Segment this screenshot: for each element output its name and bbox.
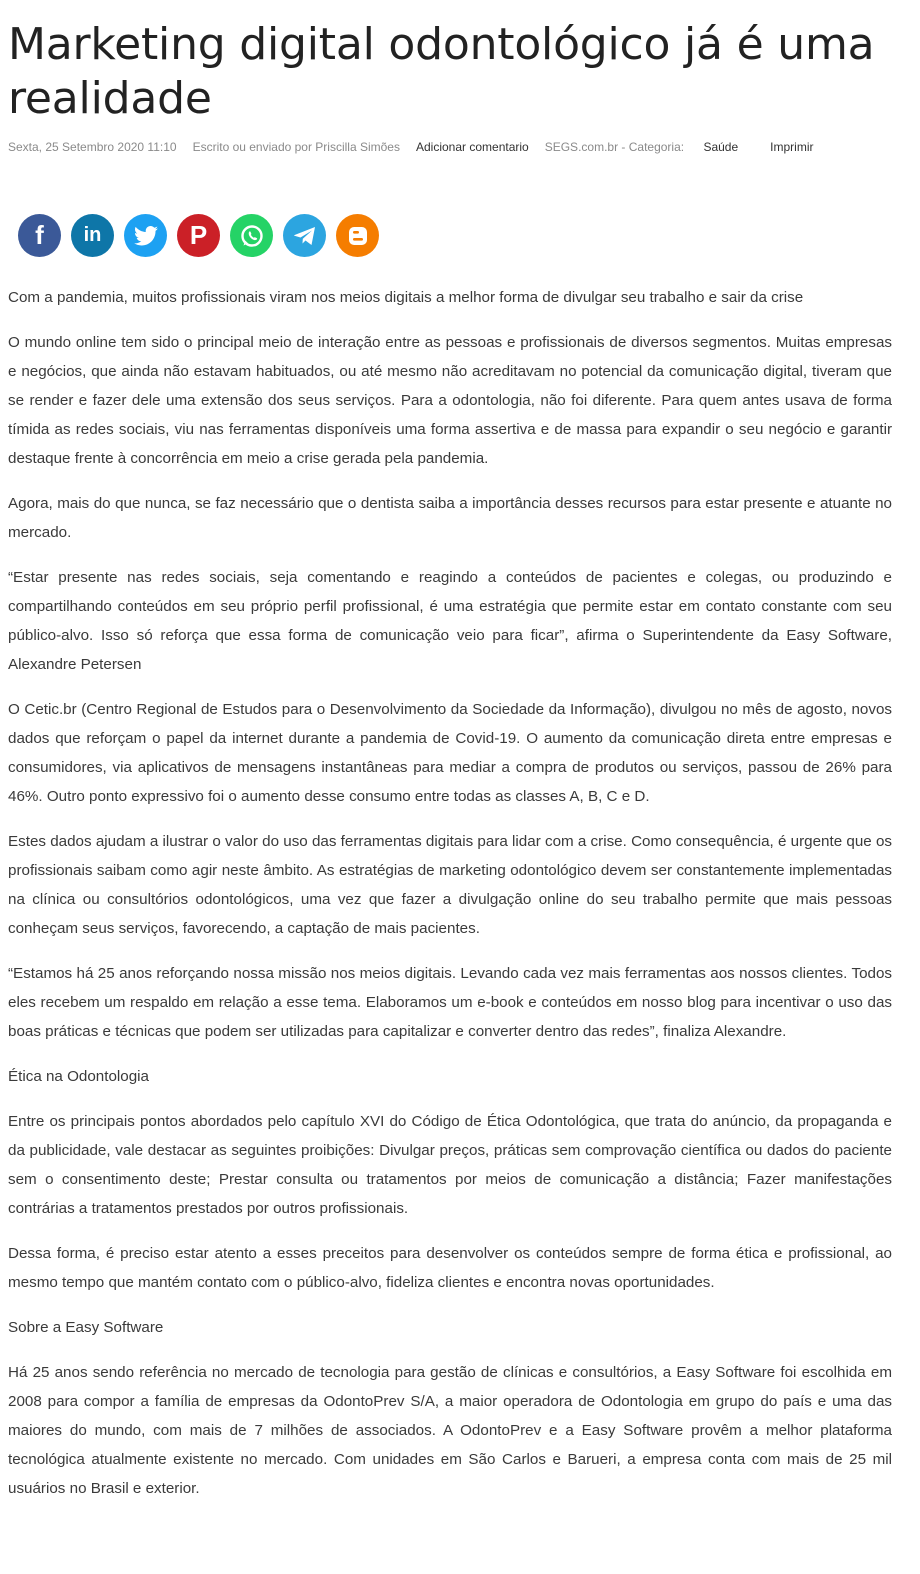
paragraph: Dessa forma, é preciso estar atento a esses preceitos para desenvolver os conteúdos sempre de forma ética e profissional, ao mesmo tempo que mantém contato com o público-alvo, fideliza clientes e encontra novas oportunidades. [8, 1245, 892, 1291]
category-line [545, 140, 754, 154]
add-comment-link[interactable]: Adicionar comentario [415, 140, 529, 154]
section-heading-sobre: Sobre a Easy Software [8, 1319, 164, 1336]
paragraph: Estes dados ajudam a ilustrar o valor do uso das ferramentas digitais para lidar com a crise. Como consequência, é urgente que os profissionais saibam como agir neste âmbito. As estratégias de marketing odontológico devem ser constantemente implementadas na clínica ou consultórios odontológicos, uma vez que fazer a divulgação online do seu trabalho permite que mais pessoas conheçam seus serviços, favorecendo, a captação de mais pacientes. [8, 833, 892, 937]
section-heading-etica: Ética na Odontologia [8, 1068, 150, 1085]
paragraph: Agora, mais do que nunca, se faz necessário que o dentista saiba a importância desses recursos para estar presente e atuante no mercado. [8, 495, 892, 541]
telegram-icon[interactable] [283, 214, 326, 257]
share-bar [18, 214, 892, 257]
article-body [8, 283, 892, 1503]
publish-date: Sexta, 25 Setembro 2020 11:10 [8, 140, 177, 154]
blogger-icon[interactable] [336, 214, 379, 257]
pinterest-icon[interactable]: P [177, 214, 220, 257]
author-line: Escrito ou enviado por Priscilla Simões [192, 140, 400, 154]
article-meta [8, 140, 892, 154]
paragraph: O Cetic.br (Centro Regional de Estudos para o Desenvolvimento da Sociedade da Informação), divulgou no mês de agosto, novos dados que reforçam o papel da internet durante a pandemia de Covid-19. O aumento da comunicação direta entre empresas e consumidores, via aplicativos de mensagens instantâneas para mediar a compra de produtos ou serviços, passou de 26% para 46%. Outro ponto expressivo foi o aumento desse consumo entre todas as classes A, B, C e D. [8, 701, 892, 805]
category-prefix: SEGS.com.br - Categoria: [544, 140, 685, 154]
linkedin-icon[interactable]: in [71, 214, 114, 257]
paragraph: Há 25 anos sendo referência no mercado de tecnologia para gestão de clínicas e consultórios, a Easy Software foi escolhida em 2008 para compor a família de empresas da OdontoPrev S/A, a maior operadora de Odontologia em grupo do país e uma das maiores do mundo, com mais de 7 milhões de associados. A OdontoPrev e a Easy Software provêm a melhor plataforma tecnológica atualmente existente no mercado. Com unidades em São Carlos e Barueri, a empresa conta com mais de 25 mil usuários no Brasil e exterior. [8, 1364, 892, 1497]
paragraph: O mundo online tem sido o principal meio de interação entre as pessoas e profissionais de diversos segmentos. Muitas empresas e negócios, que ainda não estavam habituados, ou até mesmo não acreditavam no potencial da comunicação digital, tiveram que se render e fazer dele uma extensão dos seus serviços. Para a odontologia, não foi diferente. Para quem antes usava de forma tímida as redes sociais, viu nas ferramentas disponíveis uma forma assertiva e de massa para expandir o seu negócio e garantir destaque frente à concorrência em meio a crise gerada pela pandemia. [8, 334, 892, 467]
category-link[interactable]: Saúde [703, 140, 739, 154]
paragraph: Com a pandemia, muitos profissionais viram nos meios digitais a melhor forma de divulgar seu trabalho e sair da crise [8, 289, 804, 306]
paragraph: Entre os principais pontos abordados pelo capítulo XVI do Código de Ética Odontológica, que trata do anúncio, da propaganda e da publicidade, vale destacar as seguintes proibições: Divulgar preços, práticas sem comprovação científica ou dados do paciente sem o consentimento deste; Prestar consulta ou tratamentos por meios de comunicação a distância; Fazer manifestações contrárias a tratamentos prestados por outros profissionais. [8, 1113, 892, 1217]
paragraph: “Estar presente nas redes sociais, seja comentando e reagindo a conteúdos de pacientes e colegas, ou produzindo e compartilhando conteúdos em seu próprio perfil profissional, é uma estratégia que permite estar em contato constante com seu público-alvo. Isso só reforça que essa forma de comunicação veio para ficar”, afirma o Superintendente da Easy Software, Alexandre Petersen [8, 569, 892, 673]
facebook-icon[interactable]: f [18, 214, 61, 257]
twitter-icon[interactable] [124, 214, 167, 257]
print-link[interactable]: Imprimir [770, 140, 814, 154]
whatsapp-icon[interactable] [230, 214, 273, 257]
article-page [0, 18, 920, 1503]
article-title: Marketing digital odontológico já é uma realidade [8, 19, 875, 124]
paragraph: “Estamos há 25 anos reforçando nossa missão nos meios digitais. Levando cada vez mais ferramentas aos nossos clientes. Todos eles recebem um respaldo em relação a esse tema. Elaboramos um e-book e conteúdos em nosso blog para incentivar o uso das boas práticas e técnicas que podem ser utilizadas para capitalizar e converter dentro das redes”, finaliza Alexandre. [8, 965, 892, 1040]
